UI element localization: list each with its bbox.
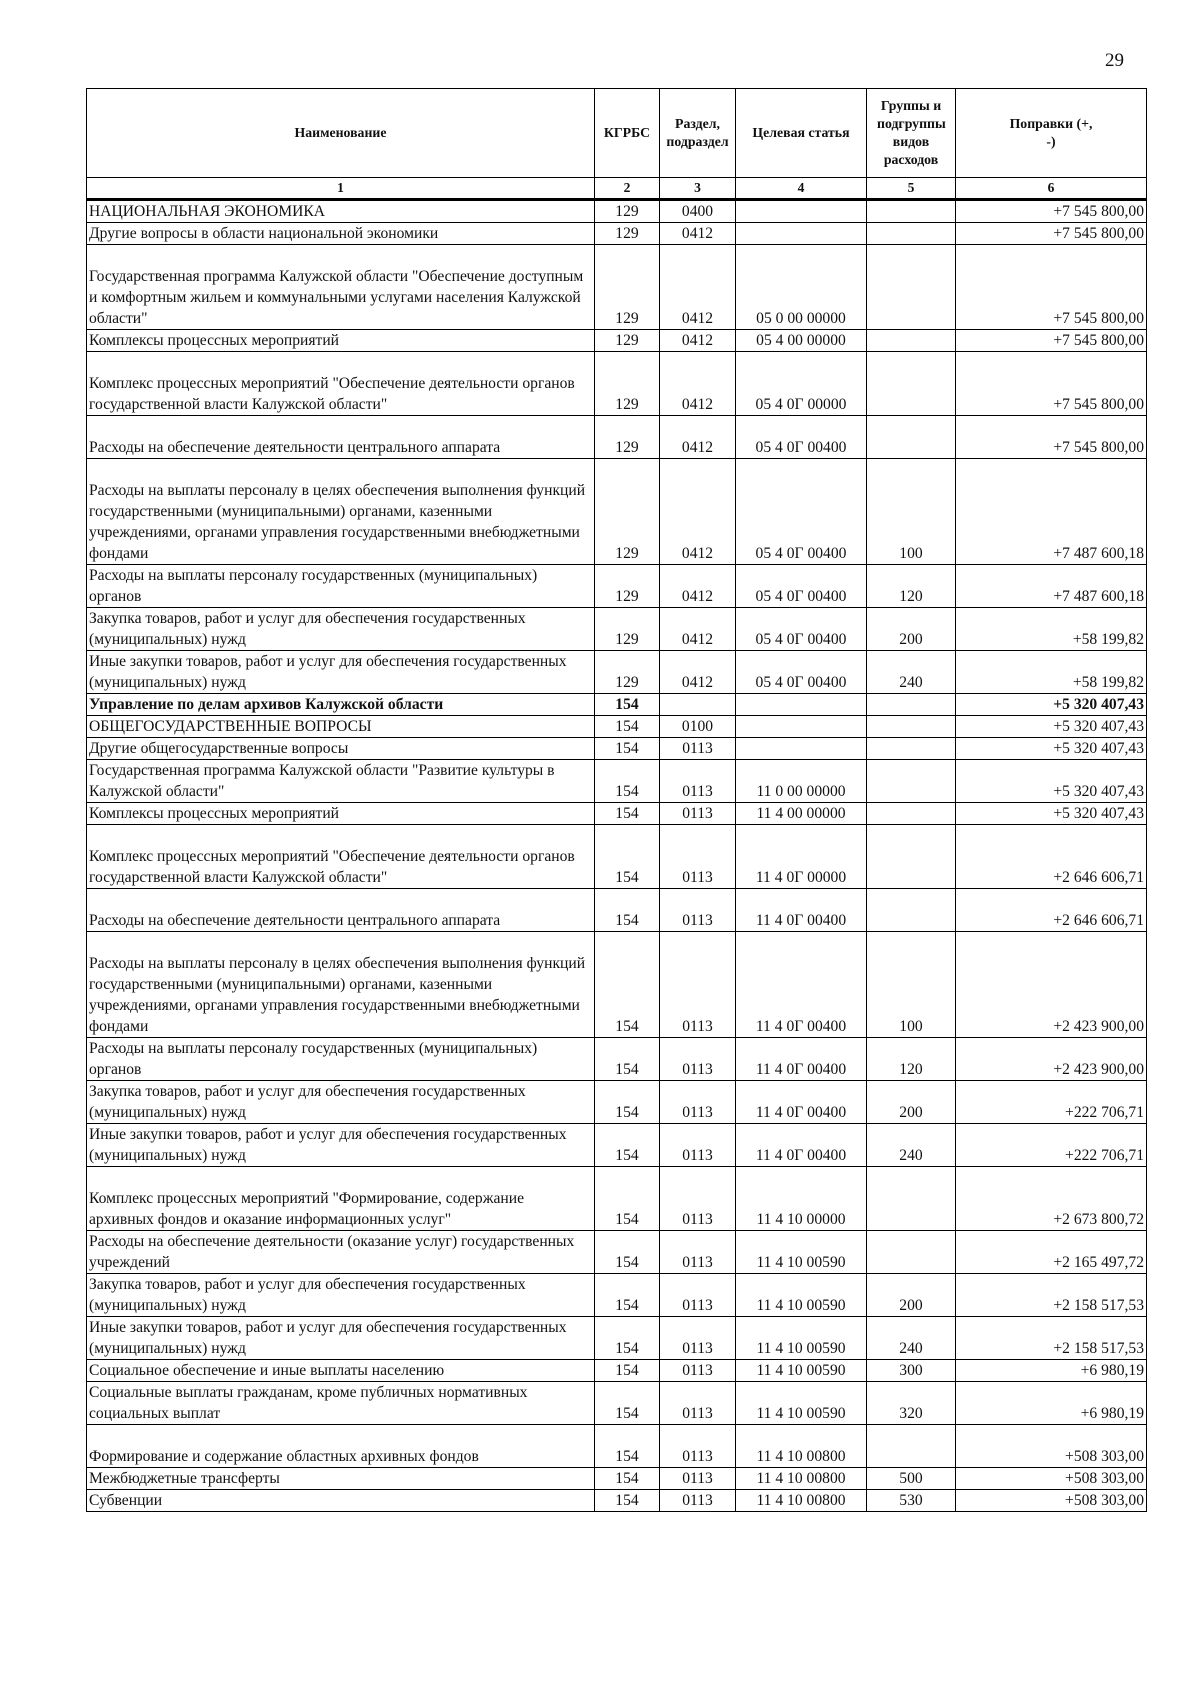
budget-amendments-table <box>86 88 1147 1512</box>
table-row <box>87 245 1147 330</box>
row-group: 240 <box>867 1317 956 1360</box>
table-row <box>87 738 1147 760</box>
table-row <box>87 716 1147 738</box>
row-amount: +7 545 800,00 <box>956 330 1147 352</box>
row-amount: +5 320 407,43 <box>956 694 1147 716</box>
row-amount: +6 980,19 <box>956 1360 1147 1382</box>
page-number: 29 <box>1105 50 1124 71</box>
row-section: 0113 <box>660 1425 736 1468</box>
row-amount: +58 199,82 <box>956 608 1147 651</box>
row-name: Расходы на обеспечение деятельности центрального аппарата <box>87 416 595 459</box>
table-row <box>87 1231 1147 1274</box>
row-amount: +7 487 600,18 <box>956 459 1147 565</box>
table-row <box>87 1124 1147 1167</box>
row-group <box>867 760 956 803</box>
row-section: 0400 <box>660 200 736 223</box>
row-group: 500 <box>867 1468 956 1490</box>
row-kgrbs: 129 <box>595 651 660 694</box>
column-number: 5 <box>867 178 956 200</box>
row-kgrbs: 154 <box>595 1124 660 1167</box>
row-group: 200 <box>867 1274 956 1317</box>
table-row <box>87 223 1147 245</box>
row-kgrbs: 129 <box>595 200 660 223</box>
header-name: Наименование <box>87 89 595 178</box>
table-row <box>87 1081 1147 1124</box>
table-row <box>87 932 1147 1038</box>
row-section: 0412 <box>660 608 736 651</box>
row-amount: +508 303,00 <box>956 1490 1147 1512</box>
row-section: 0113 <box>660 932 736 1038</box>
row-target: 11 4 0Г 00400 <box>736 932 867 1038</box>
row-name: Комплексы процессных мероприятий <box>87 330 595 352</box>
row-target: 05 4 0Г 00400 <box>736 459 867 565</box>
row-group: 240 <box>867 1124 956 1167</box>
row-target: 11 4 10 00800 <box>736 1468 867 1490</box>
row-name: Субвенции <box>87 1490 595 1512</box>
table-row <box>87 608 1147 651</box>
row-kgrbs: 154 <box>595 738 660 760</box>
row-amount: +2 646 606,71 <box>956 825 1147 889</box>
row-amount: +508 303,00 <box>956 1425 1147 1468</box>
row-name: Другие вопросы в области национальной экономики <box>87 223 595 245</box>
row-kgrbs: 154 <box>595 889 660 932</box>
row-section: 0100 <box>660 716 736 738</box>
row-group <box>867 1167 956 1231</box>
row-kgrbs: 154 <box>595 932 660 1038</box>
row-amount: +7 545 800,00 <box>956 223 1147 245</box>
row-target: 11 4 10 00800 <box>736 1425 867 1468</box>
row-target: 05 4 0Г 00400 <box>736 416 867 459</box>
row-kgrbs: 154 <box>595 1490 660 1512</box>
row-kgrbs: 129 <box>595 416 660 459</box>
row-name: Государственная программа Калужской области "Развитие культуры в Калужской области" <box>87 760 595 803</box>
row-kgrbs: 129 <box>595 223 660 245</box>
table-row <box>87 825 1147 889</box>
row-group: 100 <box>867 932 956 1038</box>
row-kgrbs: 154 <box>595 1382 660 1425</box>
row-target: 11 4 0Г 00400 <box>736 1081 867 1124</box>
row-target: 05 4 0Г 00000 <box>736 352 867 416</box>
table-row <box>87 416 1147 459</box>
row-amount: +7 545 800,00 <box>956 200 1147 223</box>
column-number: 2 <box>595 178 660 200</box>
row-section: 0113 <box>660 1081 736 1124</box>
row-section: 0113 <box>660 803 736 825</box>
row-group: 240 <box>867 651 956 694</box>
table-row <box>87 760 1147 803</box>
header-group: Группы и подгруппы видов расходов <box>867 89 956 178</box>
row-group <box>867 694 956 716</box>
row-section: 0412 <box>660 330 736 352</box>
table-row <box>87 803 1147 825</box>
row-kgrbs: 129 <box>595 330 660 352</box>
row-name: Расходы на выплаты персоналу государственных (муниципальных) органов <box>87 1038 595 1081</box>
header-amount: Поправки (+, -) <box>956 89 1147 178</box>
row-amount: +2 165 497,72 <box>956 1231 1147 1274</box>
row-name: Комплекс процессных мероприятий "Формирование, содержание архивных фондов и оказание информационных услуг" <box>87 1167 595 1231</box>
row-name: Комплекс процессных мероприятий "Обеспечение деятельности органов государственной власти Калужской области" <box>87 825 595 889</box>
row-amount: +5 320 407,43 <box>956 738 1147 760</box>
row-amount: +5 320 407,43 <box>956 716 1147 738</box>
row-section: 0113 <box>660 1490 736 1512</box>
row-name: Государственная программа Калужской области "Обеспечение доступным и комфортным жильем и коммунальными услугами населения Калужской области" <box>87 245 595 330</box>
row-target: 05 4 00 00000 <box>736 330 867 352</box>
row-section <box>660 694 736 716</box>
row-target: 11 0 00 00000 <box>736 760 867 803</box>
row-kgrbs: 154 <box>595 1081 660 1124</box>
row-group <box>867 1425 956 1468</box>
row-amount: +7 487 600,18 <box>956 565 1147 608</box>
row-name: Закупка товаров, работ и услуг для обеспечения государственных (муниципальных) нужд <box>87 608 595 651</box>
row-group: 120 <box>867 1038 956 1081</box>
row-amount: +7 545 800,00 <box>956 416 1147 459</box>
row-name: Комплексы процессных мероприятий <box>87 803 595 825</box>
row-group <box>867 200 956 223</box>
row-group <box>867 245 956 330</box>
row-name: Социальное обеспечение и иные выплаты населению <box>87 1360 595 1382</box>
row-kgrbs: 154 <box>595 716 660 738</box>
row-section: 0412 <box>660 352 736 416</box>
row-kgrbs: 154 <box>595 694 660 716</box>
row-section: 0113 <box>660 1124 736 1167</box>
column-number: 3 <box>660 178 736 200</box>
row-amount: +2 158 517,53 <box>956 1317 1147 1360</box>
row-group <box>867 803 956 825</box>
row-target <box>736 200 867 223</box>
row-section: 0113 <box>660 825 736 889</box>
row-group <box>867 716 956 738</box>
row-group: 100 <box>867 459 956 565</box>
row-name: Иные закупки товаров, работ и услуг для обеспечения государственных (муниципальных) нужд <box>87 651 595 694</box>
row-section: 0412 <box>660 459 736 565</box>
row-name: Межбюджетные трансферты <box>87 1468 595 1490</box>
header-section: Раздел, подраздел <box>660 89 736 178</box>
row-name: Иные закупки товаров, работ и услуг для обеспечения государственных (муниципальных) нужд <box>87 1317 595 1360</box>
row-kgrbs: 154 <box>595 1425 660 1468</box>
row-amount: +2 673 800,72 <box>956 1167 1147 1231</box>
header-target: Целевая статья <box>736 89 867 178</box>
table-row <box>87 330 1147 352</box>
row-kgrbs: 129 <box>595 245 660 330</box>
row-kgrbs: 154 <box>595 760 660 803</box>
row-amount: +2 646 606,71 <box>956 889 1147 932</box>
table-row <box>87 1038 1147 1081</box>
row-target: 11 4 10 00590 <box>736 1231 867 1274</box>
row-name: Комплекс процессных мероприятий "Обеспечение деятельности органов государственной власти Калужской области" <box>87 352 595 416</box>
row-group <box>867 223 956 245</box>
column-number-row <box>87 178 1147 200</box>
row-target <box>736 694 867 716</box>
row-target: 11 4 0Г 00000 <box>736 825 867 889</box>
row-section: 0412 <box>660 565 736 608</box>
table-row <box>87 1382 1147 1425</box>
row-target: 05 4 0Г 00400 <box>736 651 867 694</box>
row-target: 11 4 10 00590 <box>736 1317 867 1360</box>
row-group: 320 <box>867 1382 956 1425</box>
column-number: 6 <box>956 178 1147 200</box>
row-amount: +7 545 800,00 <box>956 245 1147 330</box>
row-group <box>867 416 956 459</box>
row-kgrbs: 154 <box>595 1468 660 1490</box>
row-name: Расходы на обеспечение деятельности (оказание услуг) государственных учреждений <box>87 1231 595 1274</box>
table-row <box>87 1167 1147 1231</box>
row-group <box>867 330 956 352</box>
row-target: 11 4 10 00000 <box>736 1167 867 1231</box>
row-target <box>736 716 867 738</box>
row-group: 530 <box>867 1490 956 1512</box>
row-kgrbs: 129 <box>595 459 660 565</box>
row-target: 05 4 0Г 00400 <box>736 608 867 651</box>
row-group: 200 <box>867 608 956 651</box>
column-number: 1 <box>87 178 595 200</box>
table-row <box>87 1425 1147 1468</box>
row-section: 0113 <box>660 1167 736 1231</box>
row-target: 11 4 0Г 00400 <box>736 889 867 932</box>
row-group: 120 <box>867 565 956 608</box>
row-group <box>867 738 956 760</box>
row-section: 0113 <box>660 1382 736 1425</box>
row-section: 0412 <box>660 223 736 245</box>
row-kgrbs: 154 <box>595 803 660 825</box>
row-amount: +2 423 900,00 <box>956 932 1147 1038</box>
column-number: 4 <box>736 178 867 200</box>
row-section: 0113 <box>660 1360 736 1382</box>
row-section: 0113 <box>660 738 736 760</box>
row-section: 0113 <box>660 1468 736 1490</box>
row-target: 11 4 0Г 00400 <box>736 1038 867 1081</box>
row-amount: +7 545 800,00 <box>956 352 1147 416</box>
row-group: 200 <box>867 1081 956 1124</box>
row-name: Закупка товаров, работ и услуг для обеспечения государственных (муниципальных) нужд <box>87 1274 595 1317</box>
row-amount: +508 303,00 <box>956 1468 1147 1490</box>
row-name: Расходы на выплаты персоналу в целях обеспечения выполнения функций государственными (муниципальными) органами, казенными учреждениями, органами управления государственными внебюджетными фондами <box>87 459 595 565</box>
header-row <box>87 89 1147 178</box>
row-name: НАЦИОНАЛЬНАЯ ЭКОНОМИКА <box>87 200 595 223</box>
row-group <box>867 825 956 889</box>
row-section: 0412 <box>660 416 736 459</box>
table-row <box>87 565 1147 608</box>
row-section: 0113 <box>660 1038 736 1081</box>
row-amount: +5 320 407,43 <box>956 803 1147 825</box>
row-target: 11 4 10 00590 <box>736 1360 867 1382</box>
table-row <box>87 651 1147 694</box>
row-section: 0113 <box>660 1274 736 1317</box>
row-target: 05 4 0Г 00400 <box>736 565 867 608</box>
row-name: Другие общегосударственные вопросы <box>87 738 595 760</box>
row-kgrbs: 129 <box>595 352 660 416</box>
row-name: Расходы на выплаты персоналу в целях обеспечения выполнения функций государственными (муниципальными) органами, казенными учреждениями, органами управления государственными внебюджетными фондами <box>87 932 595 1038</box>
row-kgrbs: 154 <box>595 1167 660 1231</box>
row-name: ОБЩЕГОСУДАРСТВЕННЫЕ ВОПРОСЫ <box>87 716 595 738</box>
table-row <box>87 200 1147 223</box>
row-amount: +5 320 407,43 <box>956 760 1147 803</box>
row-name: Формирование и содержание областных архивных фондов <box>87 1425 595 1468</box>
row-kgrbs: 154 <box>595 1317 660 1360</box>
row-amount: +222 706,71 <box>956 1081 1147 1124</box>
header-kgrbs: КГРБС <box>595 89 660 178</box>
row-target: 11 4 0Г 00400 <box>736 1124 867 1167</box>
row-name: Расходы на выплаты персоналу государственных (муниципальных) органов <box>87 565 595 608</box>
row-kgrbs: 129 <box>595 565 660 608</box>
row-group: 300 <box>867 1360 956 1382</box>
row-kgrbs: 154 <box>595 825 660 889</box>
row-section: 0412 <box>660 651 736 694</box>
row-kgrbs: 154 <box>595 1038 660 1081</box>
row-amount: +222 706,71 <box>956 1124 1147 1167</box>
row-kgrbs: 154 <box>595 1360 660 1382</box>
table-row <box>87 694 1147 716</box>
table-row <box>87 1490 1147 1512</box>
table-row <box>87 1317 1147 1360</box>
row-section: 0113 <box>660 1231 736 1274</box>
row-target <box>736 738 867 760</box>
table-row <box>87 352 1147 416</box>
row-kgrbs: 129 <box>595 608 660 651</box>
row-section: 0113 <box>660 760 736 803</box>
row-target: 11 4 10 00590 <box>736 1382 867 1425</box>
row-target <box>736 223 867 245</box>
table-row <box>87 1360 1147 1382</box>
row-amount: +2 423 900,00 <box>956 1038 1147 1081</box>
row-kgrbs: 154 <box>595 1274 660 1317</box>
table-row <box>87 889 1147 932</box>
row-target: 05 0 00 00000 <box>736 245 867 330</box>
row-kgrbs: 154 <box>595 1231 660 1274</box>
row-name: Иные закупки товаров, работ и услуг для обеспечения государственных (муниципальных) нужд <box>87 1124 595 1167</box>
row-section: 0113 <box>660 889 736 932</box>
row-name: Управление по делам архивов Калужской области <box>87 694 595 716</box>
row-section: 0113 <box>660 1317 736 1360</box>
row-target: 11 4 00 00000 <box>736 803 867 825</box>
row-name: Расходы на обеспечение деятельности центрального аппарата <box>87 889 595 932</box>
row-group <box>867 352 956 416</box>
table-row <box>87 459 1147 565</box>
row-name: Закупка товаров, работ и услуг для обеспечения государственных (муниципальных) нужд <box>87 1081 595 1124</box>
row-amount: +58 199,82 <box>956 651 1147 694</box>
row-group <box>867 1231 956 1274</box>
row-section: 0412 <box>660 245 736 330</box>
table-row <box>87 1274 1147 1317</box>
row-name: Социальные выплаты гражданам, кроме публичных нормативных социальных выплат <box>87 1382 595 1425</box>
row-amount: +2 158 517,53 <box>956 1274 1147 1317</box>
row-target: 11 4 10 00590 <box>736 1274 867 1317</box>
row-amount: +6 980,19 <box>956 1382 1147 1425</box>
row-group <box>867 889 956 932</box>
row-target: 11 4 10 00800 <box>736 1490 867 1512</box>
table-row <box>87 1468 1147 1490</box>
